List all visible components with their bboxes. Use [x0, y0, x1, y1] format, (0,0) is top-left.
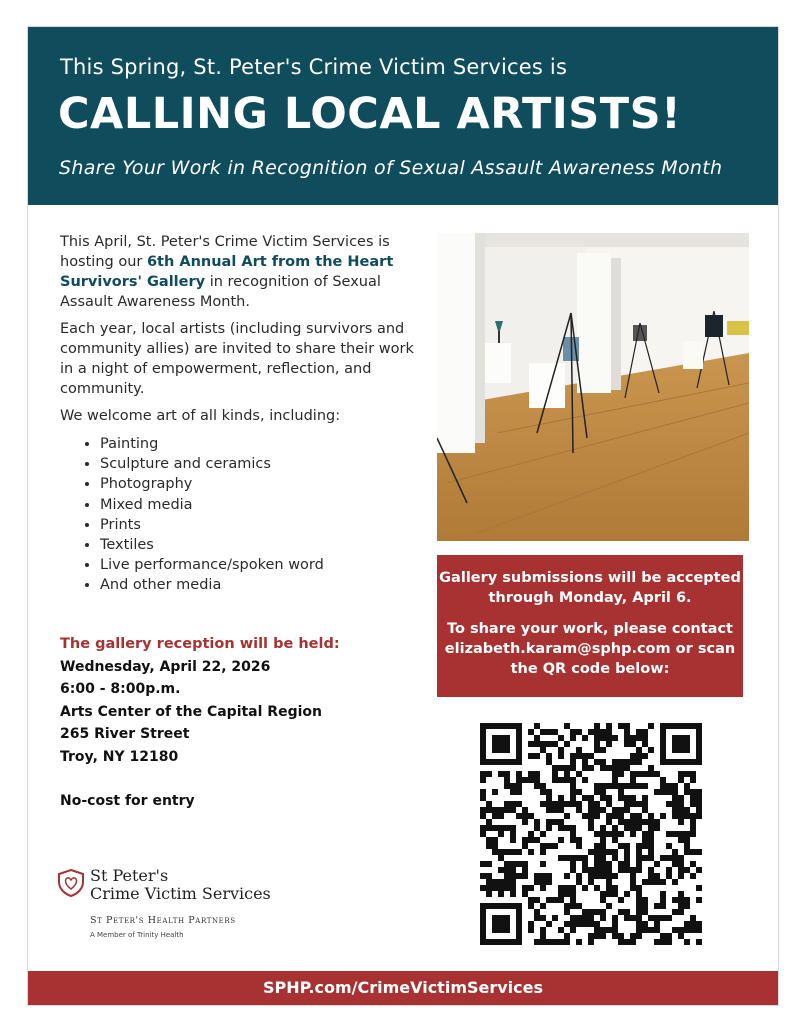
submission-callout — [437, 555, 743, 697]
description — [60, 232, 420, 596]
intro-paragraph — [60, 232, 420, 312]
entry-cost: No-cost for entry — [60, 793, 195, 809]
footer-url[interactable]: SPHP.com/CrimeVictimServices — [262, 978, 544, 997]
intro-text: This April, St. Peter's Crime Victim Services is hosting our — [60, 234, 390, 270]
intro-text-end: in recognition of Sexual Assault Awareness Month. — [60, 274, 381, 310]
subheadline: Share Your Work in Recognition of Sexual Assault Awareness Month — [59, 157, 723, 179]
footer-banner — [28, 971, 778, 1005]
qr-finder-pattern — [480, 723, 522, 765]
logo-parent: St Peter's Health Partners — [90, 915, 236, 926]
submission-deadline: Gallery submissions will be accepted through Monday, April 6. — [439, 570, 741, 606]
qr-finder-pattern — [480, 903, 522, 945]
media-list — [60, 434, 420, 596]
list-item: • Sculpture and ceramics — [100, 454, 420, 474]
list-item: • Textiles — [100, 535, 420, 555]
reception-details — [60, 633, 420, 813]
header-intro: This Spring, St. Peter's Crime Victim Services is — [60, 55, 568, 79]
list-item: • Live performance/spoken word — [100, 555, 420, 575]
invite-paragraph: Each year, local artists (including survivors and community allies) are invited to share their work in a night of empowerment, reflection, and community. — [60, 321, 414, 397]
logo-name — [90, 867, 271, 903]
welcome-paragraph: We welcome art of all kinds, including: — [60, 408, 341, 424]
reception-time: 6:00 - 8:00p.m. — [60, 681, 181, 697]
list-item: • Painting — [100, 434, 420, 454]
reception-label: The gallery reception will be held: — [60, 636, 340, 652]
gallery-photo-image — [437, 233, 749, 541]
reception-city: Troy, NY 12180 — [60, 748, 179, 765]
gallery-name: 6th Annual Art from the Heart Survivors' Gallery — [60, 254, 394, 290]
qr-code-image — [480, 723, 702, 945]
flyer-page — [27, 26, 779, 1006]
reception-street: 265 River Street — [60, 726, 190, 742]
reception-venue: Arts Center of the Capital Region — [60, 703, 322, 720]
submission-contact: To share your work, please contact elizabeth.karam@sphp.com or scan the QR code below: — [444, 621, 736, 677]
qr-code[interactable] — [480, 723, 702, 945]
gallery-photo — [437, 233, 749, 541]
list-item: • And other media — [100, 575, 420, 595]
list-item: • Mixed media — [100, 495, 420, 515]
shield-heart-icon — [58, 869, 84, 897]
qr-finder-pattern — [660, 723, 702, 765]
list-item: • Photography — [100, 474, 420, 494]
logo-line-2: Crime Victim Services — [90, 884, 271, 903]
reception-date: Wednesday, April 22, 2026 — [60, 658, 271, 675]
headline: CALLING LOCAL ARTISTS! — [58, 89, 682, 139]
logo-line-1: St Peter's — [90, 866, 169, 885]
list-item: • Prints — [100, 515, 420, 535]
header-banner — [28, 27, 778, 205]
logo-member: A Member of Trinity Health — [90, 931, 184, 939]
logo — [58, 865, 308, 955]
